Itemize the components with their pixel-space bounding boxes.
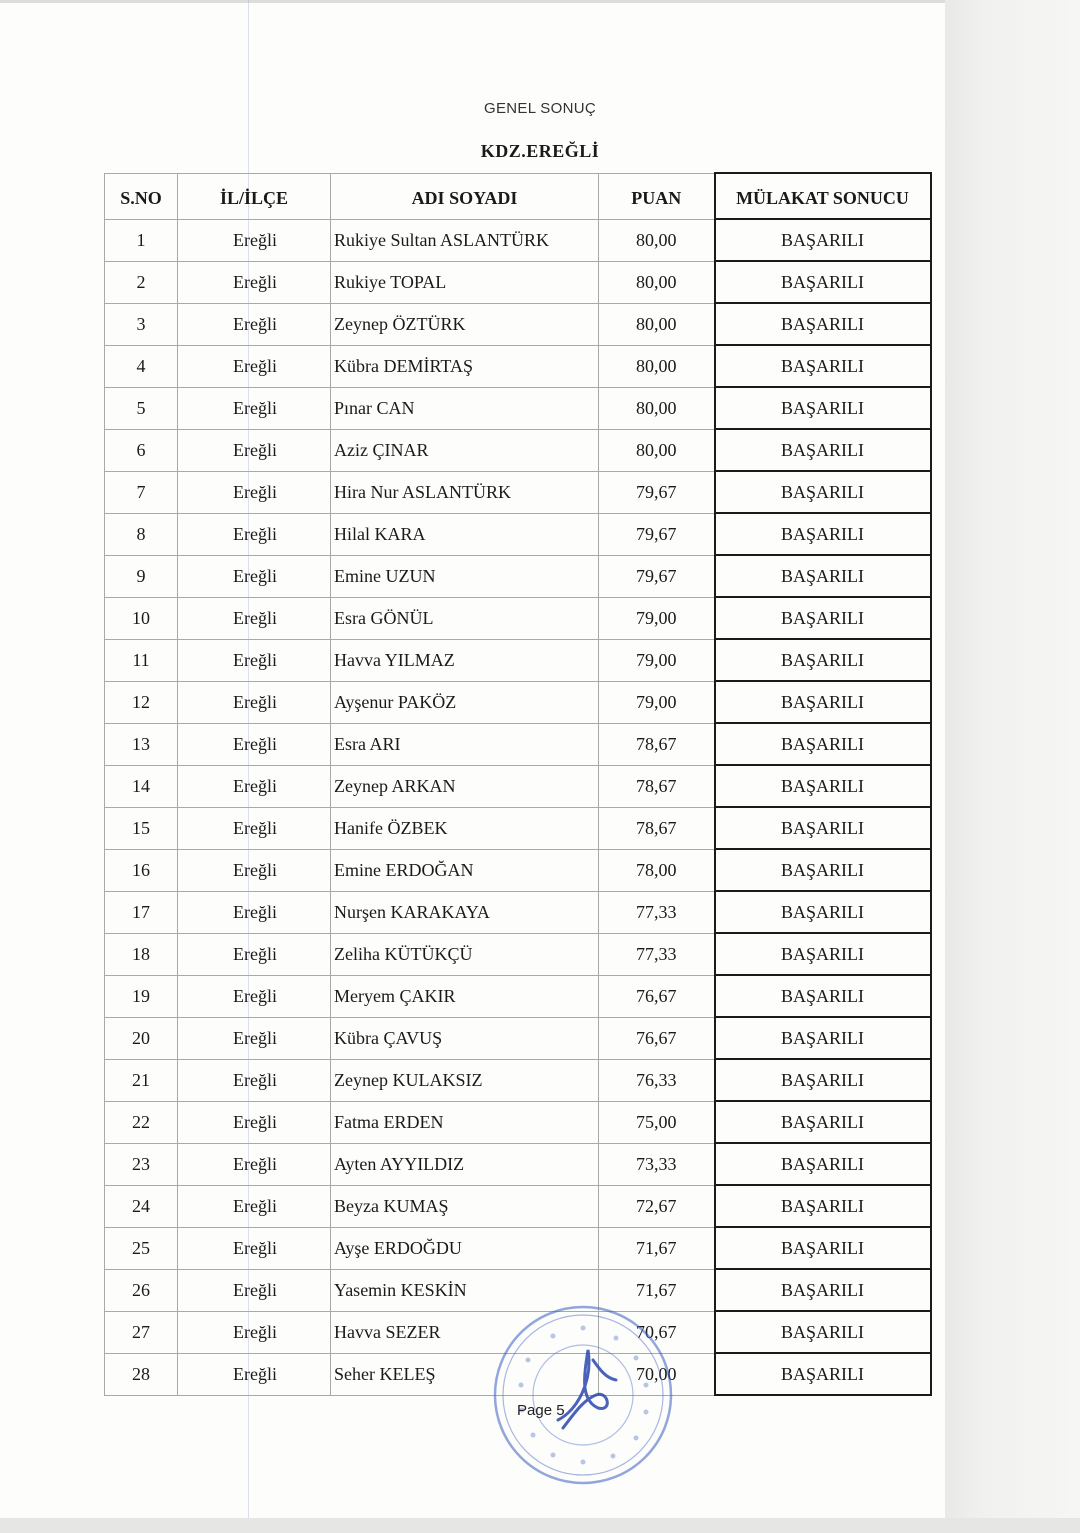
table-row bbox=[105, 765, 931, 807]
cell-score: 71,67 bbox=[599, 1227, 715, 1269]
cell-sno: 9 bbox=[105, 555, 178, 597]
cell-score: 76,67 bbox=[599, 1017, 715, 1059]
cell-name: Seher KELEŞ bbox=[331, 1353, 599, 1395]
cell-ilce: Ereğli bbox=[178, 1353, 331, 1395]
cell-ilce: Ereğli bbox=[178, 1101, 331, 1143]
cell-name: Meryem ÇAKIR bbox=[331, 975, 599, 1017]
cell-name: Zeynep ARKAN bbox=[331, 765, 599, 807]
cell-score: 79,00 bbox=[599, 639, 715, 681]
cell-name: Emine ERDOĞAN bbox=[331, 849, 599, 891]
cell-name: Kübra ÇAVUŞ bbox=[331, 1017, 599, 1059]
table-row bbox=[105, 303, 931, 345]
cell-score: 70,00 bbox=[599, 1353, 715, 1395]
table-row bbox=[105, 387, 931, 429]
cell-score: 78,67 bbox=[599, 723, 715, 765]
cell-result: BAŞARILI bbox=[715, 1353, 931, 1395]
cell-ilce: Ereğli bbox=[178, 1185, 331, 1227]
cell-sno: 26 bbox=[105, 1269, 178, 1311]
table-header-row bbox=[105, 173, 931, 219]
table-body bbox=[105, 219, 931, 1395]
cell-score: 79,67 bbox=[599, 513, 715, 555]
cell-sno: 28 bbox=[105, 1353, 178, 1395]
cell-ilce: Ereğli bbox=[178, 1311, 331, 1353]
cell-name: Ayşe ERDOĞDU bbox=[331, 1227, 599, 1269]
official-stamp bbox=[488, 1300, 678, 1490]
cell-result: BAŞARILI bbox=[715, 219, 931, 261]
table-row bbox=[105, 513, 931, 555]
cell-ilce: Ereğli bbox=[178, 429, 331, 471]
cell-result: BAŞARILI bbox=[715, 513, 931, 555]
cell-sno: 22 bbox=[105, 1101, 178, 1143]
cell-ilce: Ereğli bbox=[178, 387, 331, 429]
cell-result: BAŞARILI bbox=[715, 933, 931, 975]
cell-sno: 24 bbox=[105, 1185, 178, 1227]
cell-result: BAŞARILI bbox=[715, 765, 931, 807]
cell-result: BAŞARILI bbox=[715, 723, 931, 765]
cell-result: BAŞARILI bbox=[715, 975, 931, 1017]
cell-name: Hira Nur ASLANTÜRK bbox=[331, 471, 599, 513]
cell-name: Emine UZUN bbox=[331, 555, 599, 597]
table-row bbox=[105, 471, 931, 513]
table-row bbox=[105, 681, 931, 723]
cell-name: Ayten AYYILDIZ bbox=[331, 1143, 599, 1185]
cell-ilce: Ereğli bbox=[178, 555, 331, 597]
cell-ilce: Ereğli bbox=[178, 1227, 331, 1269]
cell-result: BAŞARILI bbox=[715, 1143, 931, 1185]
cell-result: BAŞARILI bbox=[715, 555, 931, 597]
cell-name: Esra ARI bbox=[331, 723, 599, 765]
page-edge-shadow bbox=[945, 0, 1080, 1533]
signature-mark bbox=[558, 1350, 616, 1428]
column-header-score: PUAN bbox=[599, 173, 715, 219]
table-row bbox=[105, 261, 931, 303]
cell-ilce: Ereğli bbox=[178, 1143, 331, 1185]
table-row bbox=[105, 1185, 931, 1227]
cell-score: 78,67 bbox=[599, 765, 715, 807]
cell-ilce: Ereğli bbox=[178, 471, 331, 513]
cell-sno: 15 bbox=[105, 807, 178, 849]
cell-sno: 6 bbox=[105, 429, 178, 471]
cell-sno: 23 bbox=[105, 1143, 178, 1185]
cell-ilce: Ereğli bbox=[178, 807, 331, 849]
table-row bbox=[105, 1101, 931, 1143]
cell-result: BAŞARILI bbox=[715, 387, 931, 429]
cell-sno: 4 bbox=[105, 345, 178, 387]
cell-name: Hanife ÖZBEK bbox=[331, 807, 599, 849]
cell-sno: 8 bbox=[105, 513, 178, 555]
cell-score: 80,00 bbox=[599, 345, 715, 387]
table-row bbox=[105, 345, 931, 387]
cell-sno: 11 bbox=[105, 639, 178, 681]
table-row bbox=[105, 849, 931, 891]
cell-name: Fatma ERDEN bbox=[331, 1101, 599, 1143]
cell-name: Havva SEZER bbox=[331, 1311, 599, 1353]
cell-name: Havva YILMAZ bbox=[331, 639, 599, 681]
cell-ilce: Ereğli bbox=[178, 891, 331, 933]
cell-sno: 1 bbox=[105, 219, 178, 261]
cell-sno: 10 bbox=[105, 597, 178, 639]
table-row bbox=[105, 975, 931, 1017]
cell-ilce: Ereğli bbox=[178, 723, 331, 765]
cell-result: BAŞARILI bbox=[715, 1101, 931, 1143]
cell-sno: 19 bbox=[105, 975, 178, 1017]
cell-score: 72,67 bbox=[599, 1185, 715, 1227]
cell-name: Rukiye Sultan ASLANTÜRK bbox=[331, 219, 599, 261]
cell-score: 77,33 bbox=[599, 933, 715, 975]
cell-result: BAŞARILI bbox=[715, 1017, 931, 1059]
cell-name: Aziz ÇINAR bbox=[331, 429, 599, 471]
table-row bbox=[105, 807, 931, 849]
table-row bbox=[105, 639, 931, 681]
page-number: Page 5 bbox=[517, 1402, 565, 1419]
cell-score: 80,00 bbox=[599, 219, 715, 261]
cell-sno: 5 bbox=[105, 387, 178, 429]
cell-sno: 17 bbox=[105, 891, 178, 933]
cell-score: 76,67 bbox=[599, 975, 715, 1017]
cell-name: Esra GÖNÜL bbox=[331, 597, 599, 639]
cell-score: 73,33 bbox=[599, 1143, 715, 1185]
cell-ilce: Ereğli bbox=[178, 639, 331, 681]
cell-score: 80,00 bbox=[599, 387, 715, 429]
cell-score: 71,67 bbox=[599, 1269, 715, 1311]
cell-name: Kübra DEMİRTAŞ bbox=[331, 345, 599, 387]
table-row bbox=[105, 1143, 931, 1185]
cell-score: 79,67 bbox=[599, 555, 715, 597]
cell-sno: 2 bbox=[105, 261, 178, 303]
table-row bbox=[105, 933, 931, 975]
cell-score: 79,00 bbox=[599, 681, 715, 723]
cell-name: Beyza KUMAŞ bbox=[331, 1185, 599, 1227]
table-row bbox=[105, 219, 931, 261]
cell-sno: 12 bbox=[105, 681, 178, 723]
cell-ilce: Ereğli bbox=[178, 303, 331, 345]
cell-ilce: Ereğli bbox=[178, 261, 331, 303]
cell-score: 70,67 bbox=[599, 1311, 715, 1353]
column-header-name: ADI SOYADI bbox=[331, 173, 599, 219]
cell-sno: 18 bbox=[105, 933, 178, 975]
table-row bbox=[105, 597, 931, 639]
cell-sno: 27 bbox=[105, 1311, 178, 1353]
column-header-sno: S.NO bbox=[105, 173, 178, 219]
cell-sno: 25 bbox=[105, 1227, 178, 1269]
cell-name: Zeynep KULAKSIZ bbox=[331, 1059, 599, 1101]
column-header-ilce: İL/İLÇE bbox=[178, 173, 331, 219]
page-bottom-edge bbox=[0, 1518, 1080, 1533]
cell-ilce: Ereğli bbox=[178, 345, 331, 387]
cell-score: 78,00 bbox=[599, 849, 715, 891]
cell-name: Nurşen KARAKAYA bbox=[331, 891, 599, 933]
cell-score: 75,00 bbox=[599, 1101, 715, 1143]
cell-ilce: Ereğli bbox=[178, 219, 331, 261]
cell-score: 77,33 bbox=[599, 891, 715, 933]
table-row bbox=[105, 723, 931, 765]
cell-result: BAŞARILI bbox=[715, 261, 931, 303]
cell-ilce: Ereğli bbox=[178, 513, 331, 555]
cell-score: 80,00 bbox=[599, 429, 715, 471]
cell-ilce: Ereğli bbox=[178, 1269, 331, 1311]
cell-result: BAŞARILI bbox=[715, 471, 931, 513]
cell-sno: 3 bbox=[105, 303, 178, 345]
column-header-result: MÜLAKAT SONUCU bbox=[715, 173, 931, 219]
cell-result: BAŞARILI bbox=[715, 1185, 931, 1227]
cell-ilce: Ereğli bbox=[178, 597, 331, 639]
cell-result: BAŞARILI bbox=[715, 345, 931, 387]
cell-ilce: Ereğli bbox=[178, 975, 331, 1017]
cell-result: BAŞARILI bbox=[715, 597, 931, 639]
table-row bbox=[105, 1017, 931, 1059]
document-title: GENEL SONUÇ bbox=[484, 100, 596, 117]
cell-name: Pınar CAN bbox=[331, 387, 599, 429]
cell-ilce: Ereğli bbox=[178, 933, 331, 975]
cell-result: BAŞARILI bbox=[715, 681, 931, 723]
cell-result: BAŞARILI bbox=[715, 807, 931, 849]
cell-result: BAŞARILI bbox=[715, 891, 931, 933]
cell-ilce: Ereğli bbox=[178, 681, 331, 723]
cell-result: BAŞARILI bbox=[715, 1311, 931, 1353]
cell-score: 79,00 bbox=[599, 597, 715, 639]
cell-sno: 21 bbox=[105, 1059, 178, 1101]
cell-score: 78,67 bbox=[599, 807, 715, 849]
table-row bbox=[105, 891, 931, 933]
cell-result: BAŞARILI bbox=[715, 1227, 931, 1269]
cell-name: Yasemin KESKİN bbox=[331, 1269, 599, 1311]
cell-ilce: Ereğli bbox=[178, 849, 331, 891]
cell-result: BAŞARILI bbox=[715, 639, 931, 681]
cell-sno: 14 bbox=[105, 765, 178, 807]
table-row bbox=[105, 429, 931, 471]
cell-score: 79,67 bbox=[599, 471, 715, 513]
cell-name: Rukiye TOPAL bbox=[331, 261, 599, 303]
cell-result: BAŞARILI bbox=[715, 1269, 931, 1311]
cell-ilce: Ereğli bbox=[178, 1059, 331, 1101]
table-row bbox=[105, 1059, 931, 1101]
cell-result: BAŞARILI bbox=[715, 303, 931, 345]
cell-ilce: Ereğli bbox=[178, 765, 331, 807]
cell-name: Zeliha KÜTÜKÇÜ bbox=[331, 933, 599, 975]
cell-sno: 20 bbox=[105, 1017, 178, 1059]
results-table bbox=[104, 172, 932, 1396]
cell-ilce: Ereğli bbox=[178, 1017, 331, 1059]
cell-sno: 13 bbox=[105, 723, 178, 765]
page-top-edge bbox=[0, 0, 945, 3]
cell-score: 80,00 bbox=[599, 303, 715, 345]
cell-result: BAŞARILI bbox=[715, 1059, 931, 1101]
table-row bbox=[105, 1227, 931, 1269]
cell-result: BAŞARILI bbox=[715, 429, 931, 471]
cell-name: Zeynep ÖZTÜRK bbox=[331, 303, 599, 345]
cell-score: 76,33 bbox=[599, 1059, 715, 1101]
cell-result: BAŞARILI bbox=[715, 849, 931, 891]
cell-name: Ayşenur PAKÖZ bbox=[331, 681, 599, 723]
cell-score: 80,00 bbox=[599, 261, 715, 303]
cell-sno: 7 bbox=[105, 471, 178, 513]
cell-name: Hilal KARA bbox=[331, 513, 599, 555]
cell-sno: 16 bbox=[105, 849, 178, 891]
district-title: KDZ.EREĞLİ bbox=[480, 141, 600, 161]
table-row bbox=[105, 555, 931, 597]
